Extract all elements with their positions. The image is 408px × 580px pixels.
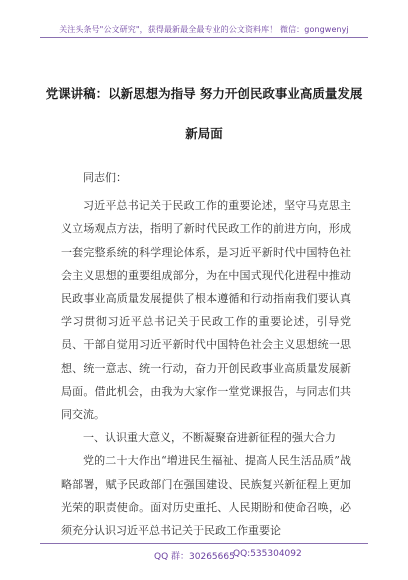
qq-contact-number: QQ:535304092 [233,549,302,559]
document-title: 党课讲稿：以新思想为指导 努力开创民政事业高质量发展 [45,86,363,101]
qq-group-number: QQ 群：30265665 [154,552,235,562]
header-divider [40,37,368,38]
section-heading: 一、认识重大意义，不断凝聚奋进新征程的强大合力 [83,431,336,445]
paragraph: 党的二十大作出“增进民生福祉、提高人民生活品质”战略部署，赋予民政部门在强国建设、民族复兴新征程上更加光荣的职责使命。面对历史重托、人民期盼和使命召唤，必须充分认识习近平总书记关于民政工作重要论 [61,454,351,538]
footer-divider [40,543,368,544]
paragraph: 习近平总书记关于民政工作的重要论述，坚守马克思主义立场观点方法，指明了新时代民政工作的前进方向，形成一套完整系统的科学理论体系，是习近平新时代中国特色社会主义思想的重要组成部分，为在中国式现代化进程中推动民政事业高质量发展提供了根本遵循和行动指南我们要认真学习贯彻习近平总书记关于民政工作的重要论述，引导党员、干部自觉用习近平新时代中国特色社会主义思想统一思想、统一意志、统一行动，奋力开创民政事业高质量发展新局面。借此机会，由我为大家作一堂党课报告，与同志们共同交流。 [61,199,351,422]
salutation: 同志们： [83,171,127,184]
document-body [61,166,351,542]
header-note: 关注头条号"公文研究"，获得最新最全最专业的公文资料库！ 微信：gongwenyj [59,25,349,34]
document-title-continued: 新局面 [185,126,223,141]
